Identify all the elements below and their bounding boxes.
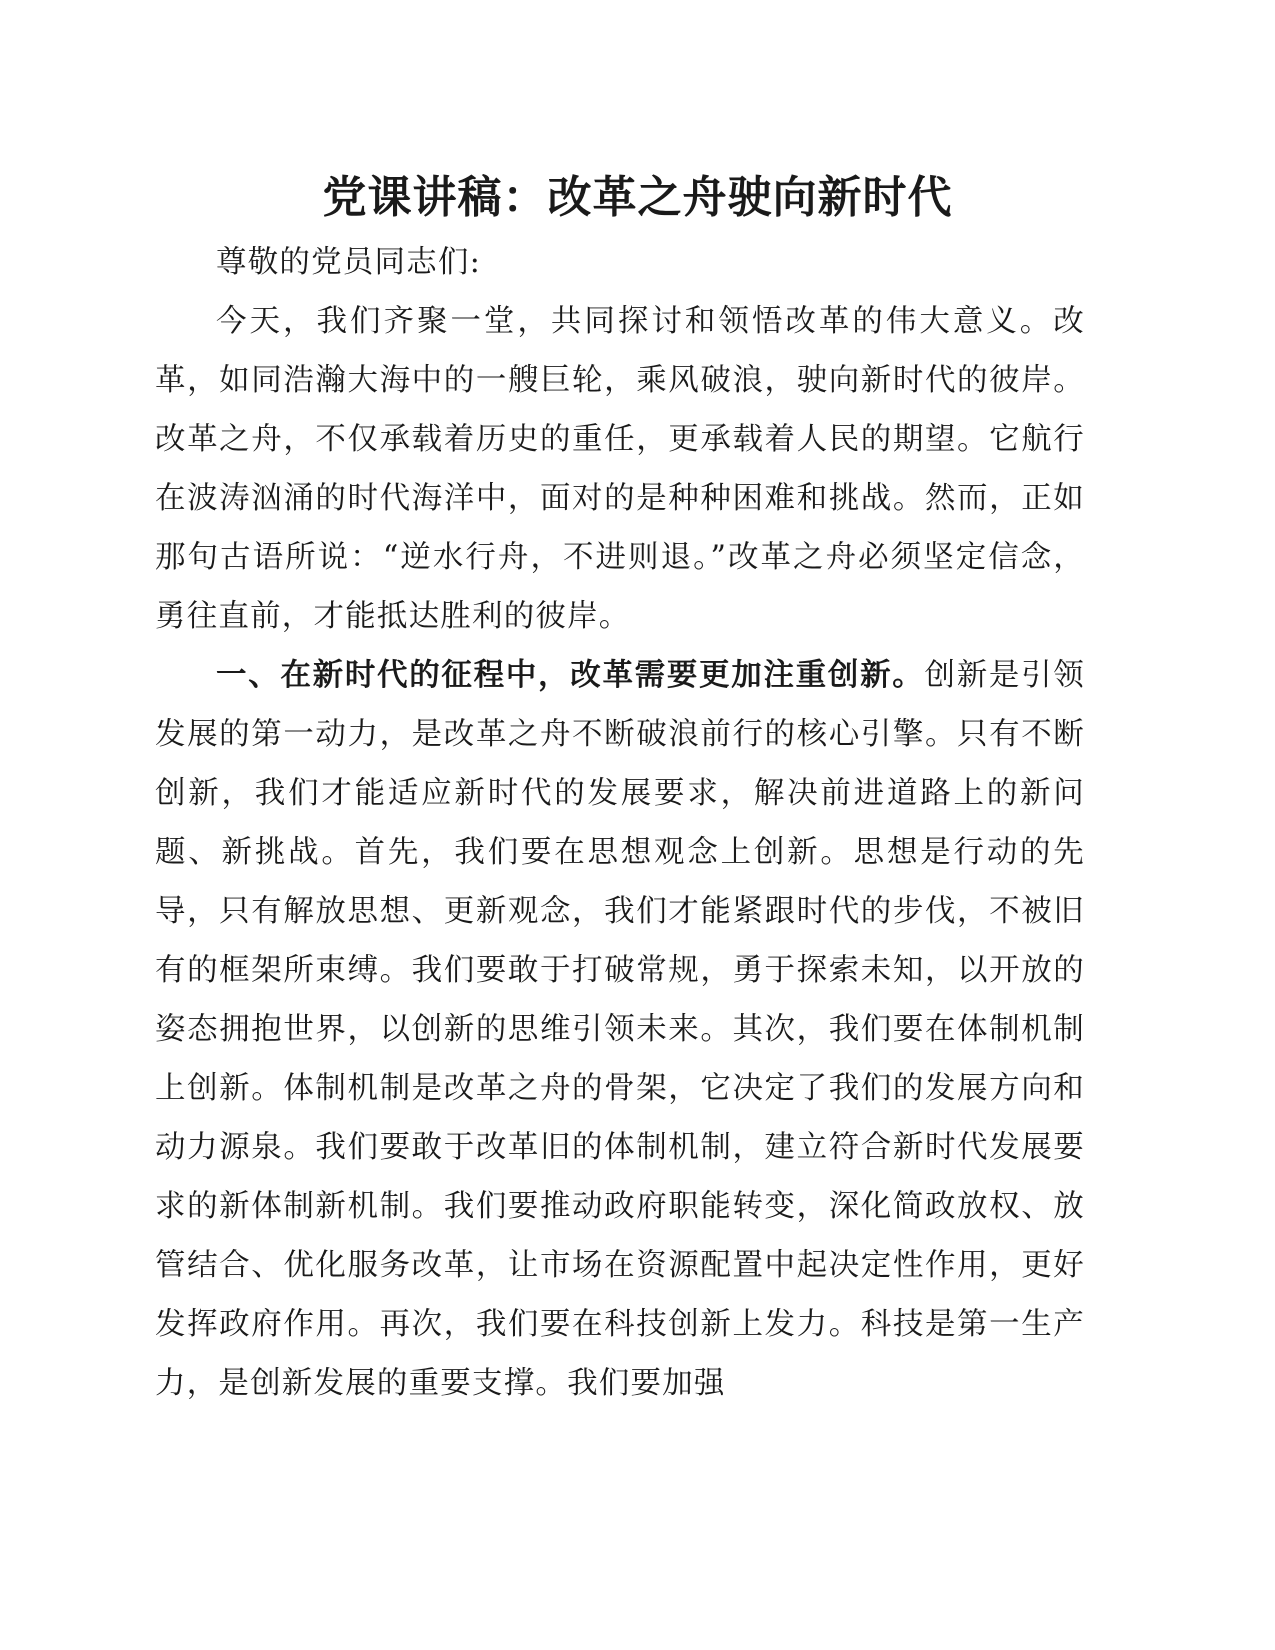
- section-1-heading: 一、在新时代的征程中，改革需要更加注重创新。: [216, 658, 925, 693]
- section-1-paragraph: [155, 646, 1085, 1413]
- section-1-text: 创新是引领发展的第一动力，是改革之舟不断破浪前行的核心引擎。只有不断创新，我们才能适应新时代的发展要求，解决前进道路上的新问题、新挑战。首先，我们要在思想观念上创新。思想是行动的先导，只有解放思想、更新观念，我们才能紧跟时代的步伐，不被旧有的框架所束缚。我们要敢于打破常规，勇于探索未知，以开放的姿态拥抱世界，以创新的思维引领未来。其次，我们要在体制机制上创新。体制机制是改革之舟的骨架，它决定了我们的发展方向和动力源泉。我们要敢于改革旧的体制机制，建立符合新时代发展要求的新体制新机制。我们要推动政府职能转变，深化简政放权、放管结合、优化服务改革，让市场在资源配置中起决定性作用，更好发挥政府作用。再次，我们要在科技创新上发力。科技是第一生产力，是创新发展的重要支撑。我们要加强: [155, 658, 1085, 1401]
- document-body: [155, 233, 1085, 1413]
- intro-paragraph: 今天，我们齐聚一堂，共同探讨和领悟改革的伟大意义。改革，如同浩瀚大海中的一艘巨轮，乘风破浪，驶向新时代的彼岸。改革之舟，不仅承载着历史的重任，更承载着人民的期望。它航行在波涛汹涌的时代海洋中，面对的是种种困难和挑战。然而，正如那句古语所说：“逆水行舟，不进则退。”改革之舟必须坚定信念，勇往直前，才能抵达胜利的彼岸。: [155, 304, 1085, 634]
- salutation: 尊敬的党员同志们:: [216, 245, 482, 280]
- document-title: 党课讲稿：改革之舟驶向新时代: [322, 172, 953, 223]
